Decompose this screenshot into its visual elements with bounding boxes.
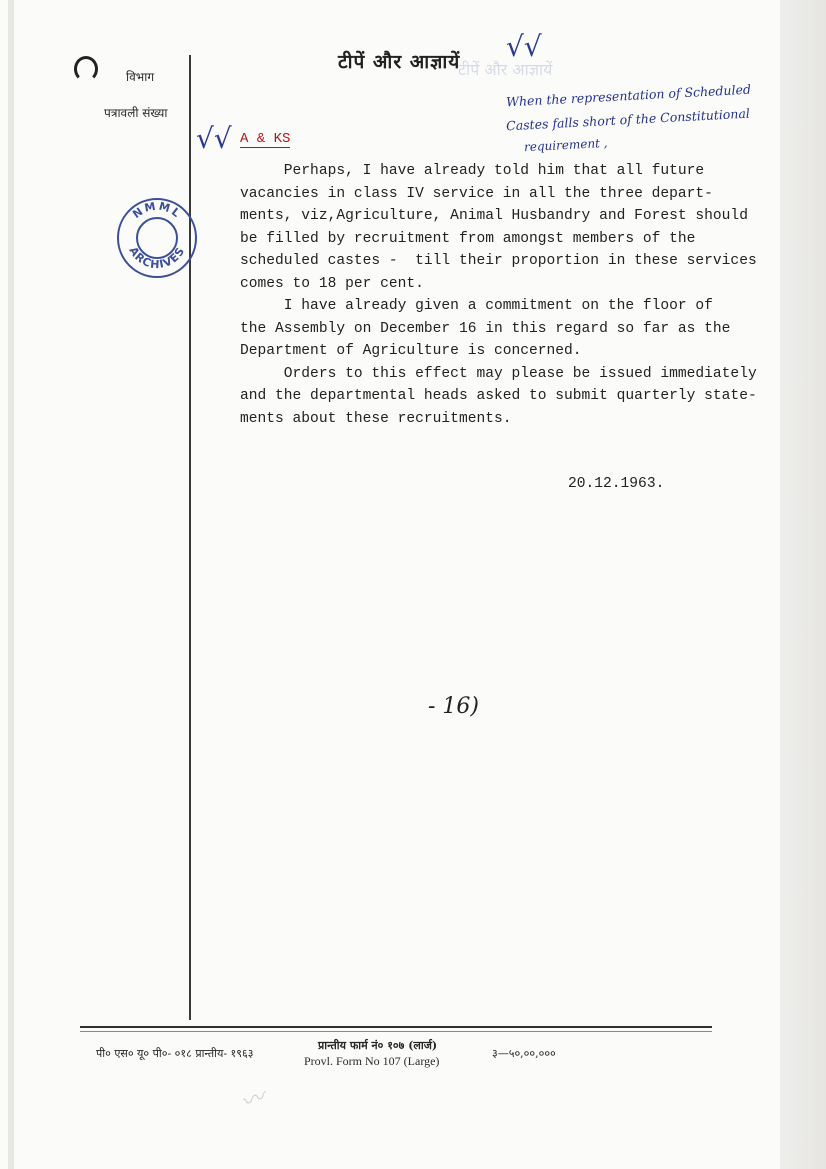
pencil-scribble: 〰 — [236, 1082, 269, 1118]
note-body — [240, 160, 780, 430]
page-number: - 16) — [428, 694, 480, 719]
handwritten-note-line-1: When the representation of Scheduled — [505, 81, 752, 110]
note-line: ments, viz,Agriculture, Animal Husbandry and Forest should — [240, 208, 748, 224]
stamp-bottom-text: ARCHIVES — [126, 244, 188, 272]
footer-form-hindi: प्रान्तीय फार्म नं० १०७ (लार्ज) — [318, 1039, 438, 1052]
note-line: Orders to this effect may please be issued immediately — [240, 365, 757, 382]
note-line: Department of Agriculture is concerned. — [240, 343, 582, 359]
handwritten-note-line-3: requirement , — [523, 135, 608, 155]
archives-stamp — [115, 196, 199, 280]
page-title: टीपें और आज्ञायें — [338, 51, 461, 73]
department-label: विभाग — [126, 70, 155, 84]
note-line: and the departmental heads asked to submit quarterly state- — [240, 388, 757, 404]
footer-press-code: पी० एस० यू० पी०- ०१८ प्रान्तीय- १९६३ — [96, 1047, 254, 1060]
note-line: scheduled castes - till their proportion in these services — [240, 253, 757, 269]
reference-heading: A & KS — [240, 131, 291, 147]
note-line: ments about these recruitments. — [240, 410, 512, 427]
footer-form-english: Provl. Form No 107 (Large) — [304, 1054, 440, 1068]
note-date: 20.12.1963. — [568, 476, 665, 492]
note-line: comes to 18 per cent. — [240, 275, 424, 292]
footer-quantity: ३—५०,००,००० — [492, 1047, 556, 1060]
footer-rule-thin — [80, 1031, 712, 1032]
stamp-top-text: NMML — [130, 199, 184, 222]
page-edge — [780, 0, 826, 1169]
faint-overprint: टीपें और आज्ञायें — [458, 60, 553, 79]
punch-hole-mark — [74, 56, 98, 82]
footer-rule — [80, 1026, 712, 1028]
note-line: vacancies in class IV service in all the three depart- — [240, 185, 713, 202]
top-tick-mark: √√ — [506, 30, 542, 63]
note-line: I have already given a commitment on the floor of — [240, 298, 713, 314]
note-line: Perhaps, I have already told him that all future — [240, 163, 705, 179]
handwritten-note-line-2: Castes falls short of the Constitutional — [505, 105, 751, 134]
file-number-label: पत्रावली संख्या — [104, 106, 168, 120]
note-line: the Assembly on December 16 in this regard so far as the — [240, 320, 731, 337]
margin-tick-mark: √√ — [196, 122, 232, 155]
binding-margin — [8, 0, 14, 1169]
note-line: be filled by recruitment from amongst members of the — [240, 230, 696, 247]
